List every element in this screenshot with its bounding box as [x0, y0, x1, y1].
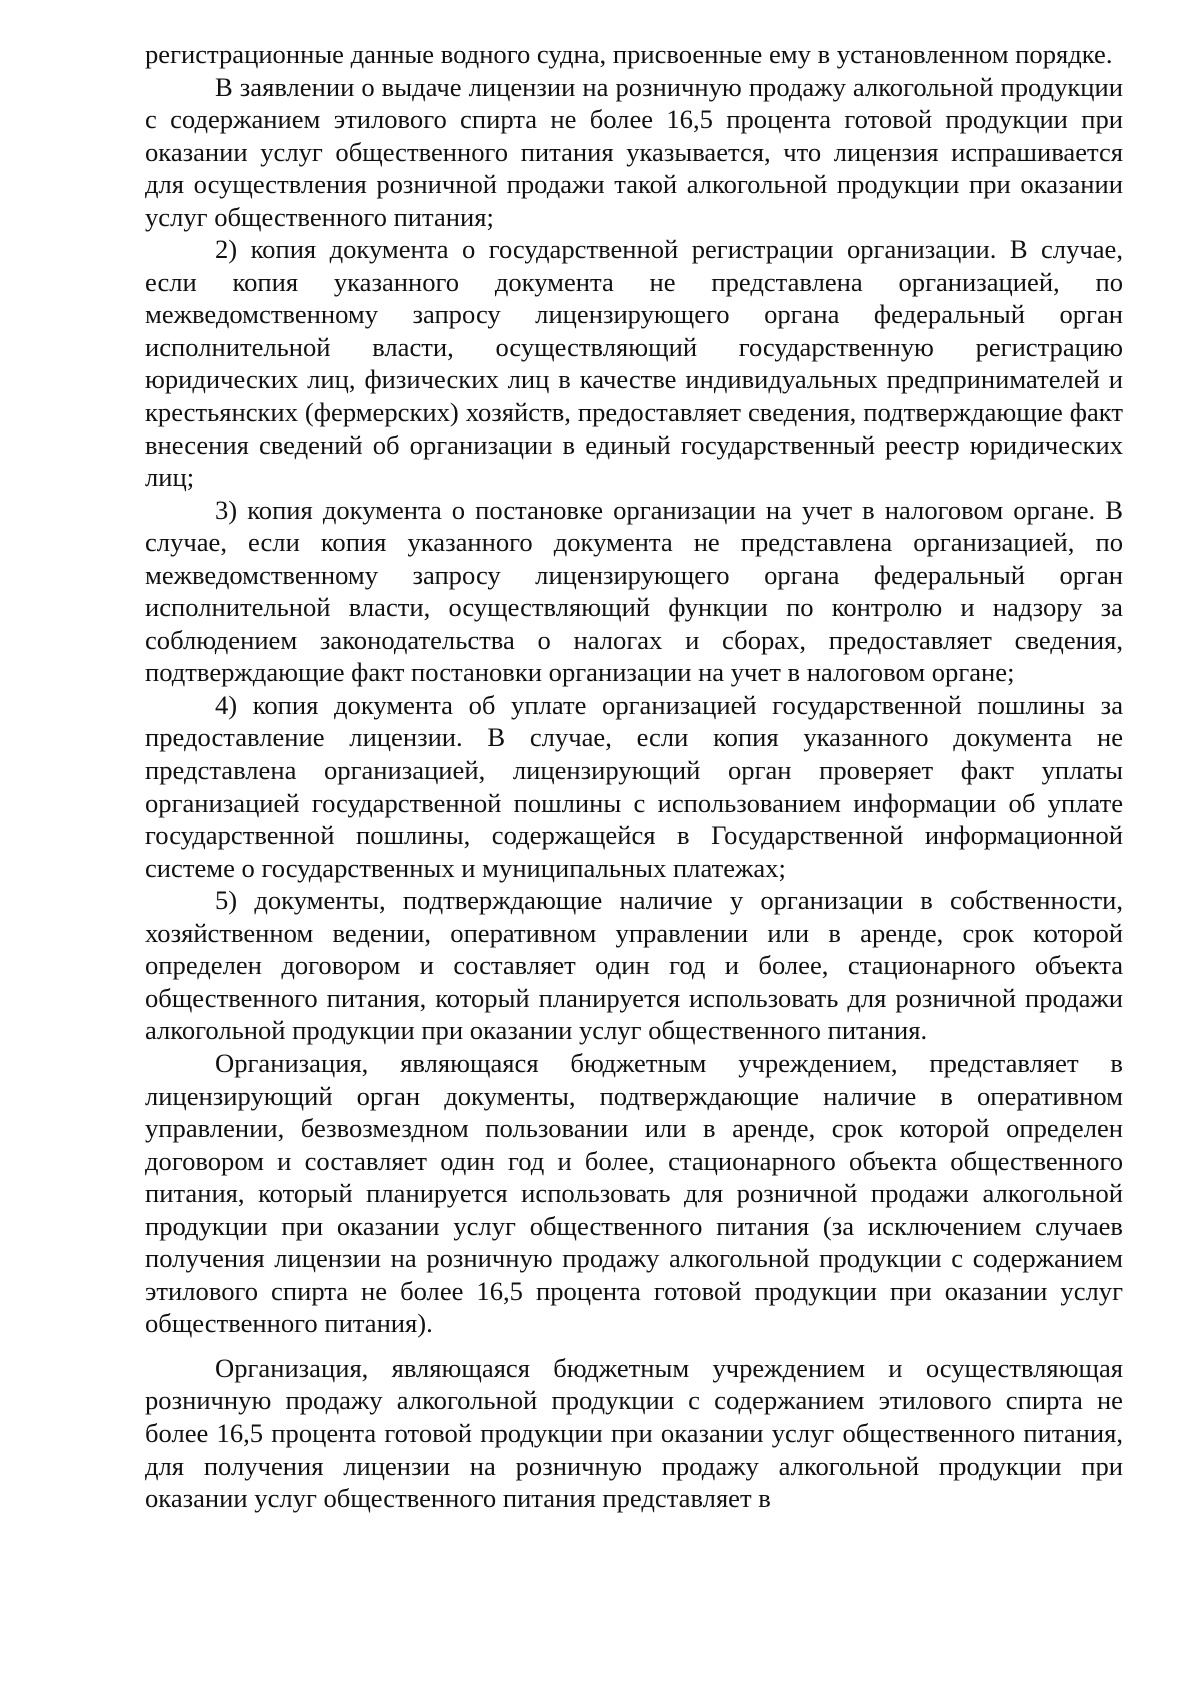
paragraph-item-3: 3) копия документа о постановке организации на учет в налоговом органе. В случае, если копия указанного документа не представлена организацией, по межведомственному запросу лицензирующего органа федеральный орган исполнительной власти, осуществляющий функции по контролю и надзору за соблюдением законодательства о налогах и сборах, предоставляет сведения, подтверждающие факт постановки организации на учет в налоговом органе;	[145, 494, 1123, 688]
paragraph-continuation: регистрационные данные водного судна, присвоенные ему в установленном порядке.	[145, 39, 1113, 69]
paragraph-item-4: 4) копия документа об уплате организацией государственной пошлины за предоставление лицензии. В случае, если копия указанного документа не представлена организацией, лицензирующий орган проверяет факт уплаты организацией государственной пошлины с использованием информации об уплате государственной пошлины, содержащейся в Государственной информационной системе о государственных и муниципальных платежах;	[145, 689, 1123, 883]
paragraph-item-5: 5) документы, подтверждающие наличие у организации в собственности, хозяйственном ведении, оперативном управлении или в аренде, срок которой определен договором и составляет один год и более, стационарного объекта общественного питания, который планируется использовать для розничной продажи алкогольной продукции при оказании услуг общественного питания.	[145, 885, 1123, 1046]
paragraph-budget-institution: Организация, являющаяся бюджетным учреждением, представляет в лицензирующий орган документы, подтверждающие наличие в оперативном управлении, безвозмездном пользовании или в аренде, срок которой определен договором и составляет один год и более, стационарного объекта общественного питания, который планируется использовать для розничной продажи алкогольной продукции при оказании услуг общественного питания (за исключением случаев получения лицензии на розничную продажу алкогольной продукции с содержанием этилового спирта не более 16,5 процента готовой продукции при оказании услуг общественного питания).	[145, 1047, 1123, 1339]
paragraph-budget-institution-retail: Организация, являющаяся бюджетным учреждением и осуществляющая розничную продажу алкогольной продукции с содержанием этилового спирта не более 16,5 процента готовой продукции при оказании услуг общественного питания, для получения лицензии на розничную продажу алкогольной продукции при оказании услуг общественного питания представляет в	[145, 1352, 1123, 1514]
paragraph-item-2: 2) копия документа о государственной регистрации организации. В случае, если копия указанного документа не представлена организацией, по межведомственному запросу лицензирующего органа федеральный орган исполнительной власти, осуществляющий государственную регистрацию юридических лиц, физических лиц в качестве индивидуальных предпринимателей и крестьянских (фермерских) хозяйств, предоставляет сведения, подтверждающие факт внесения сведений об организации в единый государственный реестр юридических лиц;	[145, 234, 1123, 493]
paragraph-license-application: В заявлении о выдаче лицензии на розничную продажу алкогольной продукции с содержанием этилового спирта не более 16,5 процента готовой продукции при оказании услуг общественного питания указывается, что лицензия испрашивается для осуществления розничной продажи такой алкогольной продукции при оказании услуг общественного питания;	[145, 71, 1123, 232]
document-page	[145, 38, 1123, 1515]
